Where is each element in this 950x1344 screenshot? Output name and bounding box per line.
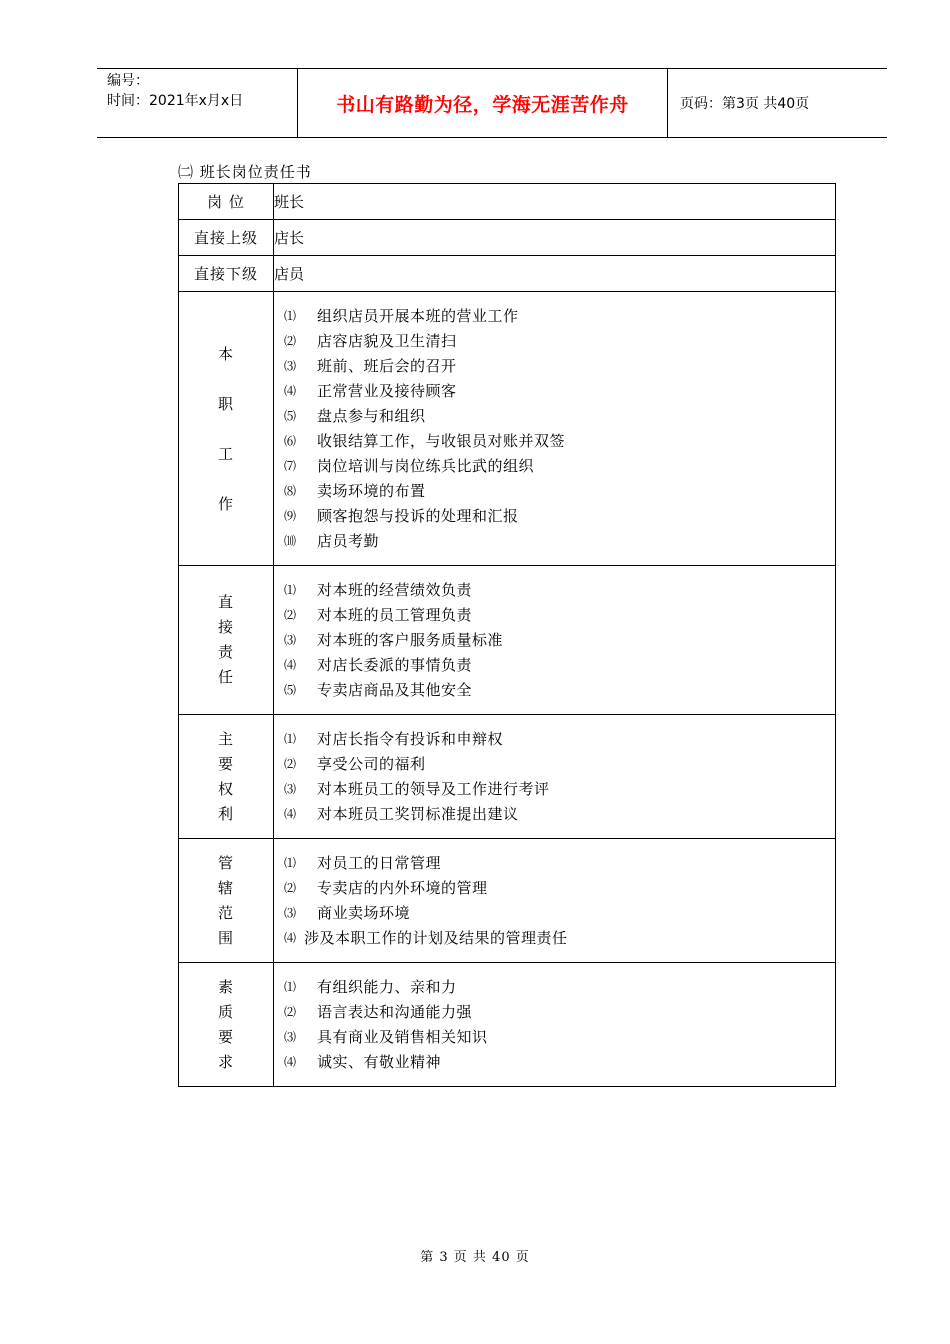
item-number: ⑵ (284, 334, 297, 348)
item-text: 具有商业及销售相关知识 (317, 1028, 488, 1046)
list-item (284, 876, 835, 901)
list-item (284, 752, 835, 777)
item-number: ⑴ (284, 583, 297, 597)
label-char: 直 (217, 593, 234, 611)
item-number: ⑵ (284, 881, 297, 895)
item-number: ⑵ (284, 608, 297, 622)
label-char: 要 (217, 754, 234, 773)
item-number: ⑻ (284, 484, 297, 498)
block-items (274, 292, 836, 566)
item-number: ⑴ (284, 856, 297, 870)
list-item (284, 529, 835, 554)
item-text: 专卖店商品及其他安全 (317, 681, 473, 699)
item-number: ⑶ (284, 359, 297, 373)
list-item (284, 1000, 835, 1025)
list-item (284, 777, 835, 802)
item-number: ⑷ (284, 384, 297, 398)
block-label (179, 839, 274, 963)
table-row-position (179, 184, 836, 220)
item-number: ⑴ (284, 732, 297, 746)
label-char: 本 (217, 344, 234, 363)
item-text: 专卖店的内外环境的管理 (317, 879, 488, 897)
item-number: ⑴ (284, 980, 297, 994)
item-number: ⑵ (284, 757, 297, 771)
block-items (274, 963, 836, 1087)
list-item (284, 479, 835, 504)
label-char: 范 (217, 903, 234, 922)
header-page-info: 页码：第3页 共40页 (667, 69, 887, 137)
list-item (284, 429, 835, 454)
item-text: 岗位培训与岗位练兵比武的组织 (317, 457, 535, 475)
row-label: 岗 位 (179, 184, 274, 220)
item-number: ⑶ (284, 1030, 297, 1044)
responsibility-table (178, 183, 836, 1087)
item-text: 对本班的客户服务质量标准 (317, 631, 504, 649)
item-text: 有组织能力、亲和力 (317, 978, 457, 996)
list-item (284, 603, 835, 628)
list-item (284, 678, 835, 703)
list-item (284, 504, 835, 529)
label-char: 责 (217, 643, 234, 661)
item-text: 卖场环境的布置 (317, 482, 426, 500)
label-char: 利 (217, 804, 234, 823)
label-char: 主 (217, 729, 234, 748)
item-text: 诚实、有敬业精神 (317, 1053, 442, 1071)
block-label (179, 963, 274, 1087)
code-label: 编号： (107, 73, 149, 89)
list-item (284, 304, 835, 329)
item-text: 顾客抱怨与投诉的处理和汇报 (317, 507, 519, 525)
table-row-duties (179, 292, 836, 566)
block-label (179, 566, 274, 715)
item-number: ⑺ (284, 459, 297, 473)
item-text: 涉及本职工作的计划及结果的管理责任 (304, 929, 568, 947)
row-value: 店员 (274, 256, 836, 292)
list-item (284, 578, 835, 603)
table-row-qualifications (179, 963, 836, 1087)
list-item (284, 1050, 835, 1075)
item-text: 对店长委派的事情负责 (317, 656, 473, 674)
list-item (284, 975, 835, 1000)
label-char: 职 (217, 394, 234, 413)
item-text: 组织店员开展本班的营业工作 (317, 307, 519, 325)
item-text: 盘点参与和组织 (317, 407, 426, 425)
block-items (274, 715, 836, 839)
list-item (284, 653, 835, 678)
label-char: 求 (217, 1052, 234, 1071)
header-motto: 书山有路勤为径，学海无涯苦作舟 (336, 93, 629, 116)
item-number: ⑹ (284, 434, 297, 448)
label-char: 管 (217, 853, 234, 872)
list-item (284, 379, 835, 404)
table-row-jurisdiction (179, 839, 836, 963)
list-item (284, 1025, 835, 1050)
label-char: 接 (217, 618, 234, 636)
label-char: 要 (217, 1027, 234, 1046)
item-text: 班前、班后会的召开 (317, 357, 457, 375)
item-number: ⑼ (284, 509, 297, 523)
item-number: ⑶ (284, 782, 297, 796)
item-text: 商业卖场环境 (317, 904, 411, 922)
table-row-main-rights (179, 715, 836, 839)
time-label: 时间：2021年x月x日 (107, 93, 244, 109)
item-number: ⑶ (284, 906, 297, 920)
item-number: ⑸ (284, 683, 297, 697)
item-text: 店员考勤 (317, 532, 380, 550)
list-item (284, 802, 835, 827)
label-char: 围 (217, 928, 234, 947)
item-number: ⑷ (284, 931, 297, 945)
label-char: 任 (217, 668, 234, 686)
block-items (274, 566, 836, 715)
page-header (97, 68, 887, 138)
header-meta (97, 69, 298, 137)
item-number: ⑷ (284, 807, 297, 821)
row-label: 直接上级 (179, 220, 274, 256)
item-number: ⑷ (284, 1055, 297, 1069)
item-text: 正常营业及接待顾客 (317, 382, 457, 400)
list-item (284, 329, 835, 354)
label-char: 作 (217, 494, 234, 513)
item-text: 对本班的经营绩效负责 (317, 581, 473, 599)
row-value: 班长 (274, 184, 836, 220)
item-text: 对本班员工的领导及工作进行考评 (317, 780, 550, 798)
item-number: ⑶ (284, 633, 297, 647)
item-number: ⑽ (284, 534, 297, 548)
row-label: 直接下级 (179, 256, 274, 292)
list-item (284, 901, 835, 926)
list-item (284, 454, 835, 479)
item-text: 对店长指令有投诉和申辩权 (317, 730, 504, 748)
block-items (274, 839, 836, 963)
item-number: ⑵ (284, 1005, 297, 1019)
list-item (284, 926, 835, 951)
label-char: 素 (217, 977, 234, 996)
block-label (179, 292, 274, 566)
label-char: 辖 (217, 878, 234, 897)
item-text: 语言表达和沟通能力强 (317, 1003, 473, 1021)
item-text: 店容店貌及卫生清扫 (317, 332, 457, 350)
label-char: 权 (217, 779, 234, 798)
table-row-direct-responsibility (179, 566, 836, 715)
table-row-subordinate (179, 256, 836, 292)
list-item (284, 851, 835, 876)
row-value: 店长 (274, 220, 836, 256)
section-title: ㈡ 班长岗位责任书 (178, 163, 312, 181)
label-char: 质 (217, 1002, 234, 1021)
item-text: 对本班员工奖罚标准提出建议 (317, 805, 519, 823)
item-number: ⑸ (284, 409, 297, 423)
item-text: 对员工的日常管理 (317, 854, 442, 872)
item-number: ⑷ (284, 658, 297, 672)
list-item (284, 404, 835, 429)
block-label (179, 715, 274, 839)
label-char: 工 (217, 444, 234, 463)
table-row-superior (179, 220, 836, 256)
item-text: 对本班的员工管理负责 (317, 606, 473, 624)
item-text: 享受公司的福利 (317, 755, 426, 773)
item-text: 收银结算工作，与收银员对账并双签 (317, 432, 566, 450)
item-number: ⑴ (284, 309, 297, 323)
list-item (284, 628, 835, 653)
list-item (284, 354, 835, 379)
page-footer: 第 3 页 共 40 页 (420, 1250, 530, 1265)
list-item (284, 727, 835, 752)
